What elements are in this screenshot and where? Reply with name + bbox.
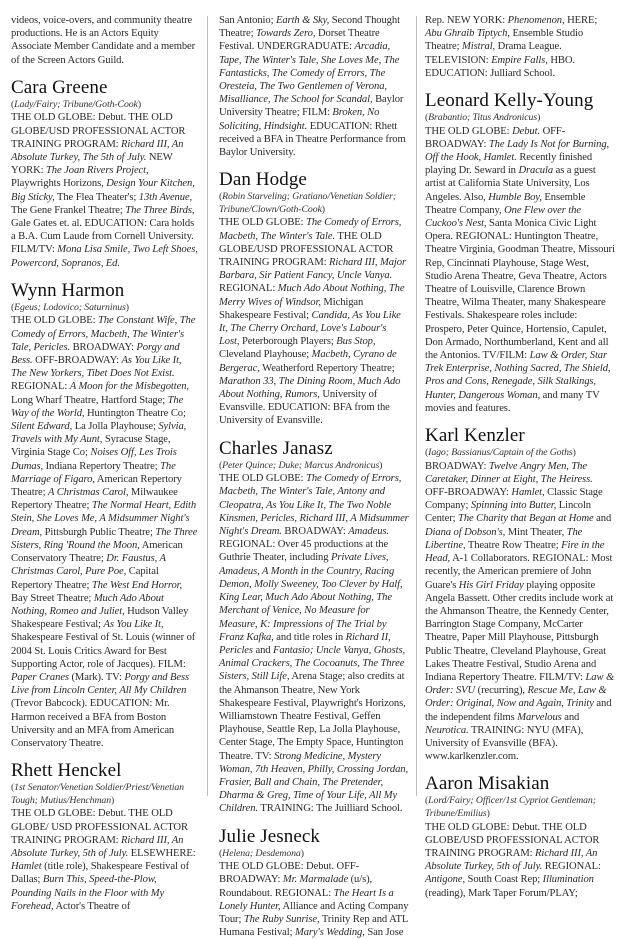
- title-italic: Law & Order: SVU: [425, 671, 615, 697]
- bio-text: Long Wharf Theatre, Hartford Stage;: [11, 394, 168, 406]
- title-italic: The Way of the World,: [11, 394, 184, 419]
- bio-text: Capital Repertory Theatre;: [11, 566, 159, 591]
- bio-text: Pittsburgh Public Theatre;: [42, 526, 156, 538]
- title-italic: A Christmas Carol,: [48, 487, 129, 499]
- bio-text: Theatre Row Theatre;: [465, 539, 562, 551]
- bio-text: The Gene Frankel Theatre;: [11, 204, 126, 216]
- title-italic: Bus Stop,: [336, 336, 376, 348]
- roles-text: Robin Starveling; Gratiano/Venetian Soldier; Tribune/Clown/Goth-Cook: [219, 191, 396, 215]
- roles-text: Helena; Desdemona: [222, 847, 301, 859]
- bio-text: Huntington Theatre Co;: [84, 407, 186, 419]
- bio-text: Indiana Repertory Theatre;: [43, 460, 161, 472]
- bio-text: THE OLD GLOBE: Debut. THE OLD GLOBE/USD PROFESSIONAL ACTOR TRAINING PROGRAM:: [11, 112, 186, 150]
- bio-text: ELSEWHERE:: [128, 847, 196, 859]
- title-italic: Noises Off, Les Trois Dumas,: [11, 447, 177, 472]
- paren-close: ): [572, 447, 576, 459]
- bio-text: and: [561, 711, 580, 723]
- paren-close: ): [486, 807, 490, 819]
- title-italic: The Constant Wife, The Comedy of Errors, Macbeth, The Winter's Tale, Pericles.: [11, 315, 196, 353]
- bio-text: University of Evansville. EDUCATION: BFA from the University of Evansville.: [219, 389, 390, 427]
- continued-bio-text: [219, 14, 409, 159]
- bio-text: Dorset Theatre Festival. UNDERGRADUATE:: [219, 28, 380, 53]
- bio-text: THE OLD GLOBE:: [219, 217, 307, 229]
- continued-bio-text: [425, 14, 615, 80]
- actor-credits: [219, 472, 409, 815]
- bio-text: American Repertory Theatre;: [11, 473, 182, 499]
- bio-text: and: [593, 513, 612, 525]
- bio-text: Playwrights Horizons,: [11, 178, 107, 190]
- title-italic: Richard II, Pericles: [219, 631, 391, 656]
- title-italic: The Ruby Sunrise,: [243, 913, 320, 925]
- bio-text: videos, voice-overs, and community theatre productions. He is an Actors Equity Associate Member Candidate and a member of the Screen Actors Guild.: [11, 15, 196, 66]
- actor-roles: [219, 191, 409, 216]
- bio-text: and the independent films: [425, 698, 612, 723]
- actor-bio: [219, 439, 409, 816]
- title-italic: Towards Zero,: [256, 28, 316, 40]
- actor-name: Dan Hodge: [219, 169, 307, 191]
- actor-roles: [11, 302, 199, 315]
- paren-open: (: [219, 847, 223, 859]
- continued-bio: [219, 14, 409, 159]
- bio-text: A-1 Collaborators. REGIONAL: Most recently, the American premiere of John Guare's: [425, 553, 613, 591]
- bio-text: Ensemble Studio Theatre;: [425, 28, 584, 53]
- roles-text: Lord/Fairy; Officer/1st Cypriot Gentleman; Tribune/Emilius: [425, 795, 596, 819]
- bio-text: Shakespeare Festival of St. Louis (winner of 2004 St. Louis Critics Award for Best Supporting Actor, role of Jacques). FILM:: [11, 632, 196, 670]
- paren-open: (: [11, 782, 15, 794]
- bio-text: American Conservatory Theatre;: [11, 539, 183, 565]
- paren-open: (: [425, 795, 429, 807]
- bio-text: Syracuse Stage, Virginia Stage Co;: [11, 434, 171, 459]
- actor-credits: [219, 216, 409, 427]
- bio-text: OFF-BROADWAY:: [425, 125, 566, 150]
- title-italic: A Moon for the Misbegotten,: [69, 381, 189, 393]
- title-italic: Silent Edward,: [11, 421, 73, 433]
- bio-text: REGIONAL: Over 45 productions at the Guthrie Theater, including: [219, 539, 389, 564]
- title-italic: Humble Boy,: [488, 191, 542, 203]
- actor-name: Cara Greene: [11, 76, 108, 98]
- title-italic: Marvelous: [517, 711, 562, 723]
- roles-text: Brabantio; Titus Andronicus: [428, 112, 538, 124]
- paren-open: (: [11, 98, 15, 110]
- actor-roles: [11, 99, 199, 112]
- title-italic: Antigone,: [425, 874, 465, 886]
- paren-close: ): [321, 203, 325, 215]
- bio-text: (recurring),: [475, 685, 528, 697]
- title-italic: The Normal Heart, Edith Stein, She Loves Me, A Midsummer Night's Dream,: [11, 500, 197, 538]
- title-italic: Twelve Angry Men, The Caretaker, Dinner at Eight, The Heiress.: [425, 460, 593, 485]
- title-italic: The Charity that Began at Home: [458, 513, 594, 525]
- title-italic: Fire in the Head,: [425, 539, 605, 565]
- actor-bio: [219, 170, 409, 427]
- continued-bio-text: [11, 14, 199, 67]
- title-italic: Empire Falls,: [491, 54, 548, 66]
- bio-text: Michigan Shakespeare Festival;: [219, 296, 364, 321]
- title-italic: Hamlet: [11, 861, 42, 873]
- bio-text: THE OLD GLOBE/USD PROFESSIONAL ACTOR TRAINING PROGRAM:: [219, 230, 394, 269]
- actor-credits: [11, 314, 199, 750]
- bio-text: REGIONAL:: [11, 381, 70, 393]
- bio-text: REGIONAL:: [542, 861, 601, 873]
- bio-text: BROADWAY:: [281, 526, 349, 538]
- bio-text: HERE;: [564, 15, 598, 26]
- title-italic: Sylvia, Travels with My Aunt,: [11, 421, 187, 446]
- roles-text: Lady/Fairy; Tribune/Goth-Cook: [14, 98, 138, 110]
- actor-credits: [11, 807, 199, 913]
- roles-text: 1st Senator/Venetian Soldier/Priest/Venetian Tough; Mutius/Henchman: [11, 782, 184, 806]
- column-3: [425, 14, 615, 899]
- actor-credits: [425, 125, 615, 415]
- column-1: [11, 14, 199, 912]
- title-italic: Neurotica.: [425, 724, 469, 736]
- title-italic: Dr. Faustus, A Christmas Carol, Pure Poe,: [11, 553, 166, 578]
- title-italic: Law & Order, Star Trek Enterprise, Nothing Sacred, The Shield, Pros and Cons, Renegade, Silk Stalkings, Hunter, Dangerous Woman,: [425, 350, 611, 401]
- title-italic: Design Your Kitchen, Big Sticky,: [11, 178, 195, 203]
- bio-text: La Jolla Playhouse;: [72, 421, 159, 433]
- title-italic: Candida, As You Like It, The Cherry Orchard, Love's Labour's Lost,: [219, 309, 401, 348]
- bio-text: Mint Theater,: [505, 526, 567, 538]
- bio-text: Classic Stage Company;: [425, 487, 603, 512]
- title-italic: The Comedy of Errors, Macbeth, The Winter's Tale.: [219, 217, 402, 242]
- title-italic: Phenomenon,: [507, 15, 565, 26]
- bio-text: Actor's Theatre of: [53, 900, 131, 912]
- bio-text: and: [252, 644, 274, 656]
- bio-text: Hudson Valley Shakespeare Festival;: [11, 605, 189, 631]
- bio-text: NEW YORK:: [11, 152, 173, 177]
- bio-text: Second Thought Theatre;: [219, 15, 400, 40]
- title-italic: Amadeus.: [348, 526, 389, 538]
- actor-name: Aaron Misakian: [425, 773, 550, 795]
- actor-credits: [425, 821, 615, 900]
- title-italic: Spinning into Butter,: [470, 500, 557, 512]
- title-italic: The Three Birds,: [125, 204, 195, 216]
- title-italic: Debut.: [512, 125, 541, 137]
- paren-open: (: [425, 112, 429, 124]
- bio-text: Cleveland Playhouse;: [219, 349, 312, 361]
- paren-open: (: [219, 191, 223, 203]
- title-italic: 13th Avenue,: [138, 191, 193, 203]
- title-italic: Dracula: [518, 165, 554, 177]
- actor-name: Charles Janasz: [219, 437, 333, 459]
- bio-text: Drama League. TELEVISION:: [425, 41, 562, 66]
- title-italic: The Heart Is a Lonely Hunter,: [219, 887, 394, 912]
- bio-text: THE OLD GLOBE: Debut. THE OLD GLOBE/ USD PROFESSIONAL ACTOR TRAINING PROGRAM:: [11, 808, 188, 846]
- title-italic: One Flew over the Cuckoo's Nest,: [425, 204, 581, 230]
- title-italic: The Three Sisters, Ring 'Round the Moon,: [11, 526, 198, 551]
- continued-bio: [11, 14, 199, 67]
- bio-text: San Antonio;: [219, 15, 276, 26]
- bio-text: THE OLD GLOBE:: [11, 315, 99, 327]
- bio-text: Gale Gates et. al. EDUCATION: Cara holds a B.A. Cum Laude from Cornell University. FILM/TV:: [11, 218, 195, 256]
- actor-name: Karl Kenzler: [425, 425, 525, 447]
- title-italic: Fantasio; Uncle Vanya, Ghosts, Animal Crackers, The Cocoanuts, The Three Sisters, Still Life,: [219, 644, 406, 683]
- bio-text: BROADWAY:: [425, 460, 489, 472]
- actor-credits: [425, 460, 615, 764]
- bio-text: TRAINING: NYU (MFA), University of Evansville (BFA). www.karlkenzler.com.: [425, 724, 584, 763]
- actor-name: Julie Jesneck: [219, 825, 321, 847]
- bio-text: Milwaukee Repertory Theatre;: [11, 487, 178, 512]
- title-italic: Earth & Sky,: [275, 15, 330, 26]
- bio-text: as a guest artist at California State University, Los Angeles. Also,: [425, 165, 596, 203]
- paren-open: (: [425, 447, 429, 459]
- title-italic: Abu Ghraib Tiptych,: [425, 28, 510, 40]
- bio-text: REGIONAL:: [219, 283, 278, 295]
- actor-bio: [425, 426, 615, 763]
- paren-close: ): [379, 459, 383, 471]
- bio-text: HBO. EDUCATION: Julliard School.: [425, 54, 575, 79]
- actor-roles: [425, 795, 615, 820]
- title-italic: His Girl Friday: [458, 579, 524, 591]
- bio-text: THE OLD GLOBE:: [425, 125, 513, 137]
- actor-name: Wynn Harmon: [11, 279, 125, 301]
- paren-close: ): [111, 794, 115, 806]
- title-italic: Mary's Wedding,: [294, 927, 365, 939]
- bio-text: and many TV movies and features.: [425, 389, 600, 414]
- title-italic: Porgy and Bess Live from Lincoln Center, All My Children: [11, 671, 190, 697]
- bio-text: Weatherford Repertory Theatre;: [259, 362, 395, 374]
- bio-text: Rep. NEW YORK:: [425, 15, 508, 26]
- title-italic: Marathon 33, The Dining Room, Much Ado About Nothing, Rumors,: [219, 375, 401, 401]
- column-2: [219, 14, 409, 939]
- title-italic: Mona Lisa Smile, Two Left Shoes, Powercord, Sopranos, Ed.: [11, 244, 198, 269]
- actor-bio: [425, 774, 615, 899]
- actor-credits: [219, 860, 409, 939]
- title-italic: As You Like It,: [103, 619, 164, 631]
- title-italic: Illumination: [542, 874, 594, 886]
- paren-close: ): [537, 112, 541, 124]
- bio-text: Alliance and Acting Company Tour;: [219, 900, 409, 925]
- bio-text: Lincoln Center;: [425, 500, 592, 525]
- actor-bio: [11, 281, 199, 750]
- title-italic: Richard III, Major Barbara, Sir Patient Fancy, Uncle Vanya.: [219, 257, 406, 282]
- bio-text: South Coast Rep;: [465, 874, 543, 886]
- title-italic: The Marriage of Figaro,: [11, 460, 176, 485]
- title-italic: Private Lives, Amadeus, A Month in the Country, Racing Demon, Molly Sweeney, Too Clever by Half, King Lear, Much Ado About Nothing, The Merchant of Venice, No Measure for Measure, K: Impressions of The Trial by Franz Kafka,: [219, 552, 403, 643]
- actor-roles: [219, 460, 409, 473]
- title-italic: The Lady Is Not for Burning, Off the Hook, Hamlet.: [425, 138, 610, 164]
- roles-text: Iago; Bassianus/Captain of the Goths: [428, 447, 573, 459]
- bio-text: (reading), Mark Taper Forum/PLAY;: [425, 887, 578, 899]
- actor-bio: [219, 827, 409, 939]
- paren-open: (: [11, 301, 15, 313]
- actor-bio: [11, 761, 199, 913]
- title-italic: Mistral,: [462, 41, 496, 53]
- bio-text: playing opposite Angela Bassett. Other credits include work at the Ahmanson Theatre, the Kennedy Center, Barrington Stage Company, McCarter Theatre, Paper Mill Playhouse, Pittsburgh Public Theatre, Cleveland Playhouse, Great Lakes Theatre Festival, Studio Arena and Indiana Repertory Theatre. FILM/TV:: [425, 579, 614, 683]
- bio-text: Ensemble Theatre Company,: [425, 191, 586, 216]
- title-italic: The Comedy of Errors, Macbeth, The Winter's Tale, Antony and Cleopatra, As You Like It, The Two Noble Kinsmen, Pericles, Richard III, A Midsummer Night's Dream.: [219, 473, 409, 538]
- paren-close: ): [137, 98, 141, 110]
- bio-text: (u/s), Roundabout. REGIONAL:: [219, 874, 373, 899]
- bio-text: THE OLD GLOBE: Debut. THE OLD GLOBE/USD PROFESSIONAL ACTOR TRAINING PROGRAM:: [425, 821, 600, 859]
- paren-close: ): [125, 301, 129, 313]
- bio-text: Bay Street Theatre;: [11, 592, 94, 604]
- bio-text: The Flea Theater's;: [54, 191, 139, 203]
- title-italic: Diana of Dobson's,: [425, 526, 506, 538]
- actor-name: Rhett Henckel: [11, 760, 122, 782]
- bio-text: Peterborough Players;: [239, 336, 337, 348]
- title-italic: Richard III, An Absolute Turkey, 5th of July.: [11, 834, 184, 859]
- bio-text: OFF-BROADWAY:: [425, 487, 512, 499]
- actor-roles: [219, 848, 409, 861]
- title-italic: The West End Horror,: [91, 579, 183, 591]
- title-italic: Much Ado About Nothing, Romeo and Juliet,: [11, 592, 164, 617]
- title-italic: Rescue Me, Law & Order: Original, Now and Again, Trinity: [425, 685, 607, 710]
- column-divider: [416, 16, 417, 796]
- bio-text: (Mark). TV:: [68, 671, 125, 683]
- paren-close: ): [300, 847, 304, 859]
- title-italic: Macbeth, Cyrano de Bergerac,: [219, 349, 397, 374]
- bio-text: Santa Monica Civic Light Opera. REGIONAL: Huntington Theatre, Theatre Virginia, Goodman Theatre, Missouri Rep, Cincinnati Playhouse, Stage West, Studio Arena Theatre, Geva Theatre, Actors Theatre of Louisville, Clarence Brown Theatre, Wilma Theater, many Shakespeare Festivals. Shakespeare roles include: Prospero, Peter Quince, Hortensio, Capulet, Don Armado, Northumberland, Kent and all the Antonios. TV/FILM:: [425, 218, 615, 362]
- paren-open: (: [219, 459, 223, 471]
- column-divider: [207, 16, 208, 796]
- title-italic: Richard III, An Absolute Turkey, 5th of July.: [425, 847, 598, 873]
- title-italic: Hamlet,: [511, 487, 545, 499]
- bio-text: TRAINING: The Juilliard School.: [258, 803, 403, 815]
- title-italic: Strong Medicine, Mystery Woman, 7th Heaven, Philly, Crossing Jordan, Frasier, Ball and Chain, The Pretender, Dharma & Greg, Time of Your Life, All My Children.: [219, 750, 409, 815]
- bio-text: EDUCATION: Rhett received a BFA in Theatre Performance from Baylor University.: [219, 120, 406, 159]
- bio-text: San Jose: [364, 927, 404, 939]
- bio-text: THE OLD GLOBE: Debut. OFF-BROADWAY:: [219, 861, 360, 886]
- bio-text: Trinity Rep and ATL Humana Festival;: [219, 913, 408, 939]
- roles-text: Egeus; Lodovico; Saturninus: [14, 301, 126, 313]
- continued-bio: [425, 14, 615, 80]
- bio-text: OFF-BROADWAY:: [32, 355, 122, 367]
- title-italic: Burn This, Speed-the-Plow, Pounding Nails in the Floor with My Forehead,: [11, 874, 165, 912]
- actor-credits: [11, 111, 199, 269]
- actor-bio: [425, 91, 615, 415]
- actor-name: Leonard Kelly-Young: [425, 90, 594, 112]
- bio-text: (Trevor Babcock). EDUCATION: Mr. Harmon received a BFA from Boston University and an MFA from American Conservatory Theatre.: [11, 698, 175, 749]
- bio-text: Arena Stage; also credits at the Ahmanson Theatre, New York Shakespeare Festival, Playwright's Horizons, Williamstown Theatre Festival, Geffen Playhouse, Seattle Rep, La Jolla Playhouse, Center Stage, The Empty Space, Huntington Theatre. TV:: [219, 671, 406, 762]
- title-italic: The Libertine,: [425, 526, 583, 551]
- title-italic: As You Like It, The New Yorkers, Tibet Does Not Exist.: [11, 355, 182, 380]
- title-italic: Broken, No Soliciting, Hindsight.: [219, 107, 380, 132]
- bio-text: BROADWAY:: [70, 341, 137, 353]
- actor-roles: [11, 782, 199, 807]
- roles-text: Peter Quince; Duke; Marcus Andronicus: [222, 459, 380, 471]
- title-italic: Much Ado About Nothing, The Merry Wives of Windsor,: [219, 283, 405, 308]
- title-italic: The Joan Rivers Project,: [46, 165, 149, 177]
- actor-bio: [11, 78, 199, 270]
- title-italic: Mr. Marmalade: [282, 874, 349, 886]
- title-italic: Richard III, An Absolute Turkey, The 5th of July.: [11, 138, 184, 164]
- title-italic: Arcadia, Tape, The Winter's Tale, She Loves Me, The Fantasticks, The Comedy of Errors, The Oresteia, The Two Gentlemen of Verona, Misalliance, The School for Scandal,: [219, 41, 400, 106]
- bio-text: (title role), Shakespeare Festival of Dallas;: [11, 861, 189, 886]
- actor-roles: [425, 112, 615, 125]
- title-italic: Porgy and Bess.: [11, 341, 180, 367]
- bio-text: and title roles in: [273, 631, 346, 643]
- title-italic: Paper Cranes: [11, 671, 69, 683]
- actor-roles: [425, 447, 615, 460]
- bio-text: THE OLD GLOBE:: [219, 473, 307, 485]
- bio-text: Recently finished playing Dr. Seward in: [425, 152, 593, 177]
- bio-text: Baylor University Theatre; FILM:: [219, 94, 404, 119]
